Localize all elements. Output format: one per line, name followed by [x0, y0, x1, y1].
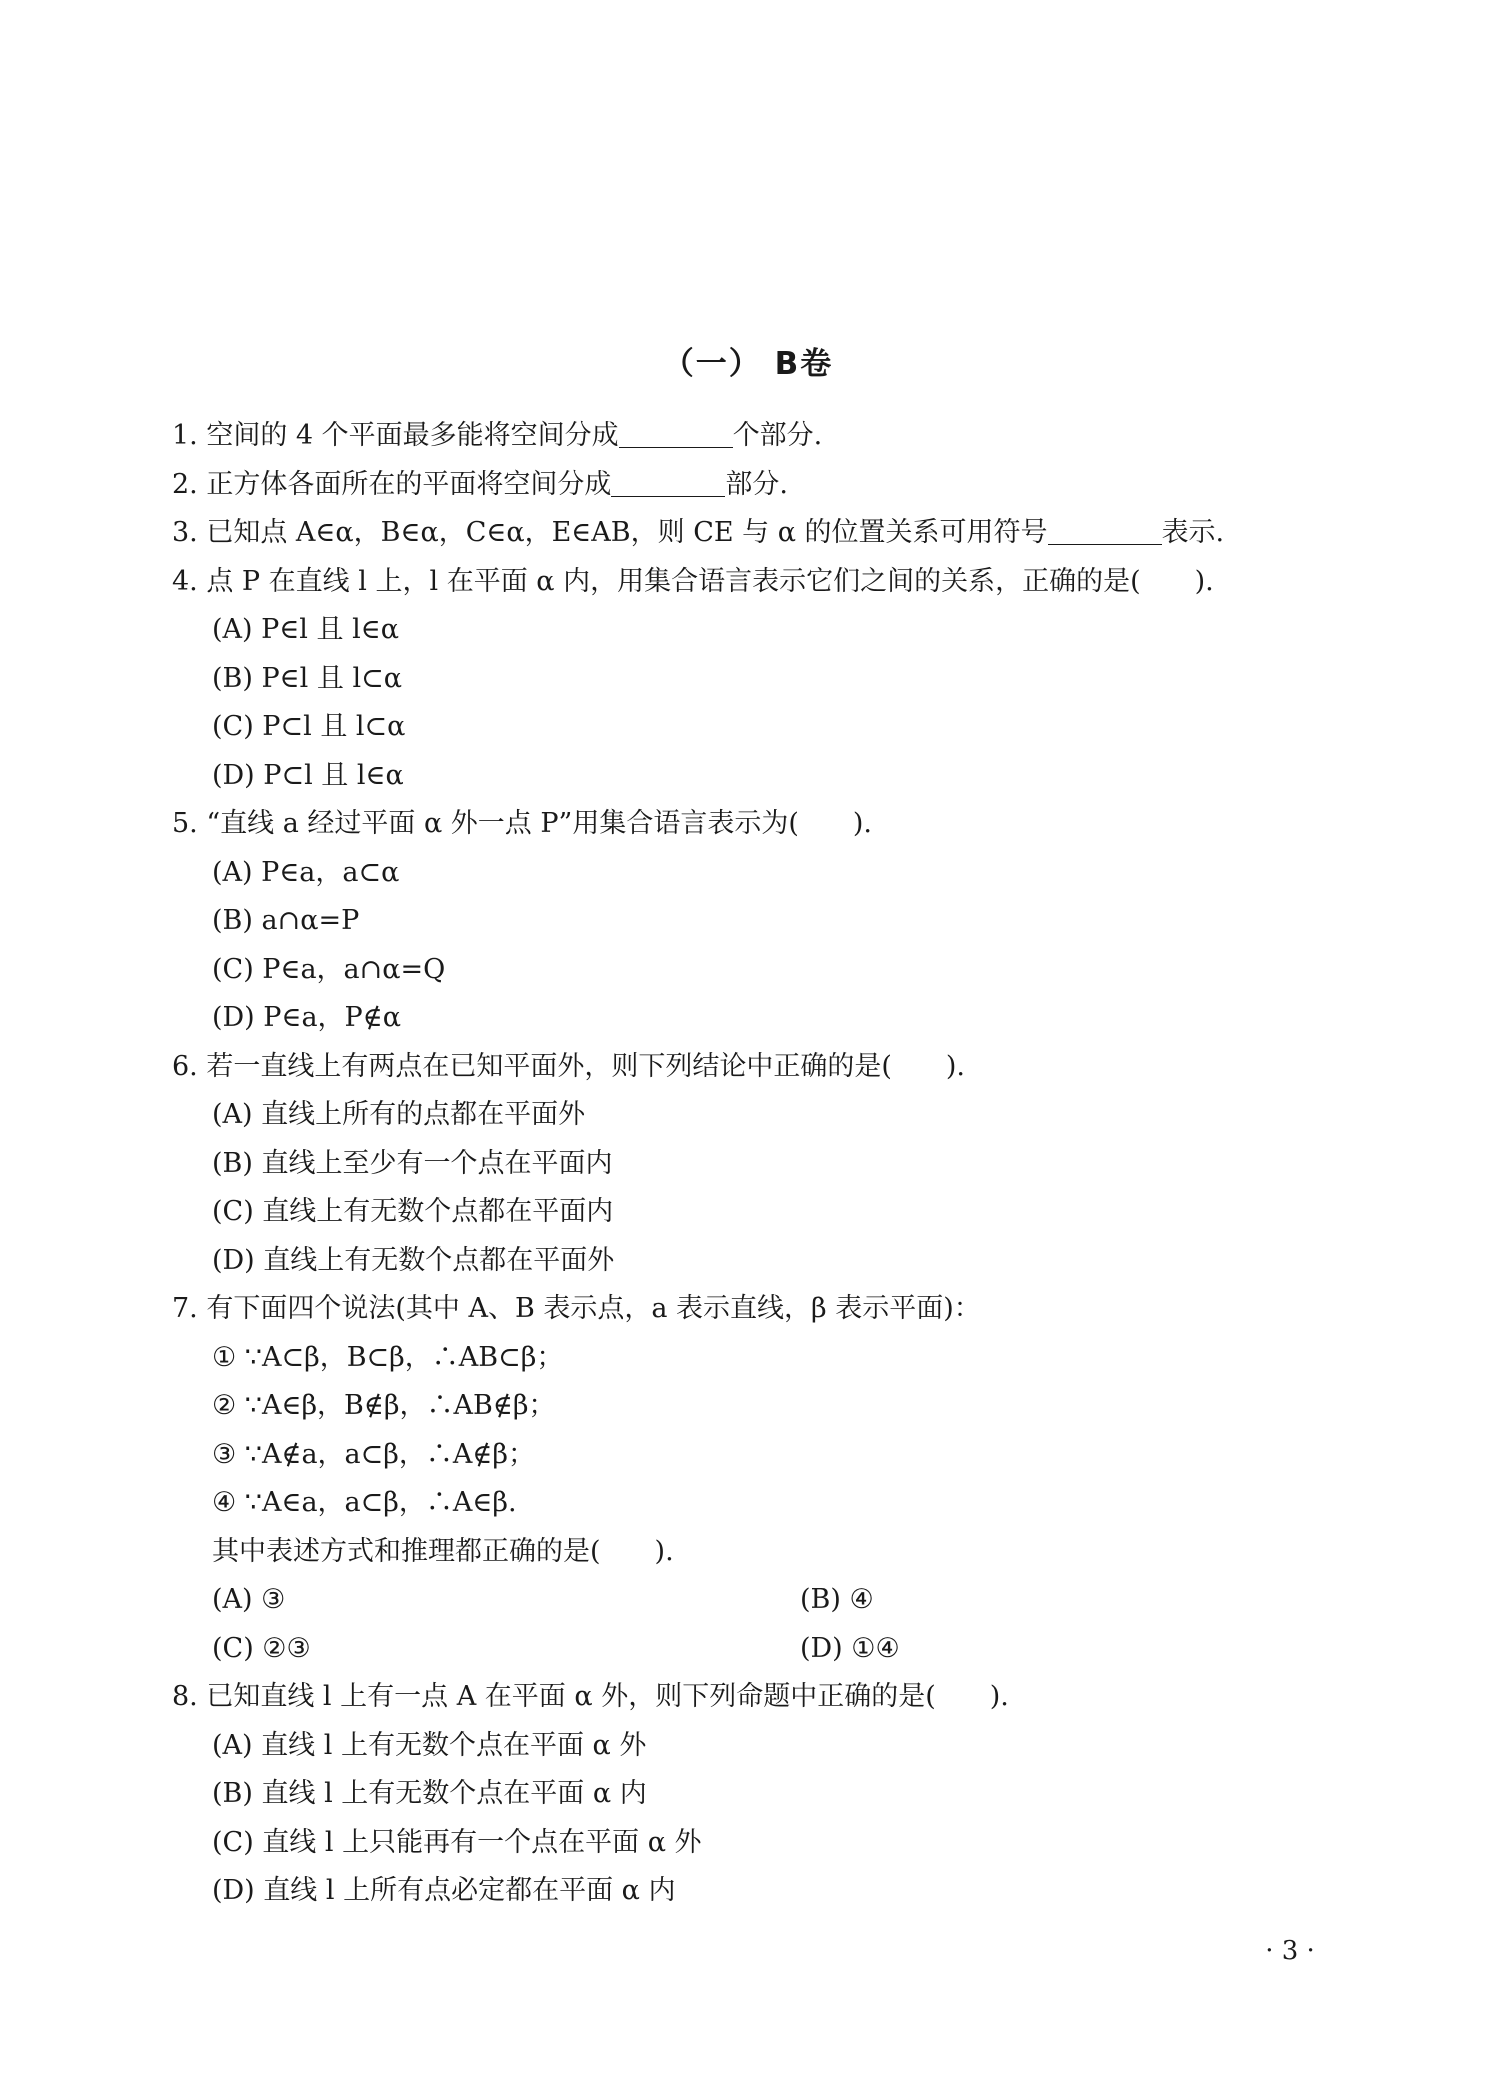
option-d[interactable]: (D) 直线 l 上所有点必定都在平面 α 内: [212, 1875, 676, 1906]
option-c[interactable]: (C) P∈a，a∩α=Q: [212, 953, 446, 985]
option-a[interactable]: (A) 直线 l 上有无数个点在平面 α 外: [212, 1729, 647, 1761]
option-b[interactable]: (B) 直线 l 上有无数个点在平面 α 内: [212, 1778, 647, 1809]
option-a[interactable]: (A) P∈l 且 l∈α: [212, 614, 399, 645]
option-b[interactable]: (B) a∩α=P: [212, 905, 360, 936]
answer-blank[interactable]: [611, 466, 725, 497]
option-c[interactable]: (C) P⊂l 且 l⊂α: [212, 711, 406, 742]
question-3: [172, 509, 1352, 558]
option-d[interactable]: (D) P⊂l 且 l∈α: [212, 759, 404, 791]
question-3-suffix: 表示.: [1161, 517, 1225, 548]
question-8-stem: 8. 已知直线 l 上有一点 A 在平面 α 外，则下列命题中正确的是( ).: [172, 1681, 1009, 1712]
option-a[interactable]: (A) 直线上所有的点都在平面外: [212, 1099, 586, 1130]
question-7-prompt: 其中表述方式和推理都正确的是( ).: [212, 1535, 674, 1567]
page-title: （一） B卷: [662, 346, 834, 382]
options-row-2: [172, 1625, 1352, 1674]
option-b[interactable]: (B) ④: [800, 1584, 874, 1615]
question-2-suffix: 部分.: [725, 468, 788, 500]
statement-1: ① ∵A⊂β，B⊂β，∴AB⊂β；: [212, 1341, 564, 1373]
question-7-stem: 7. 有下面四个说法(其中 A、B 表示点，a 表示直线，β 表示平面)：: [172, 1293, 981, 1324]
option-d[interactable]: (D) P∈a，P∉α: [212, 1002, 401, 1033]
question-2-text: 2. 正方体各面所在的平面将空间分成: [172, 468, 612, 500]
option-c[interactable]: (C) ②③: [212, 1632, 311, 1664]
option-c[interactable]: (C) 直线 l 上只能再有一个点在平面 α 外: [212, 1826, 702, 1858]
answer-blank[interactable]: [619, 417, 733, 448]
option-c[interactable]: (C) 直线上有无数个点都在平面内: [212, 1196, 614, 1227]
statement-3: ③ ∵A∉a，a⊂β，∴A∉β；: [212, 1438, 535, 1470]
option-d[interactable]: (D) ①④: [800, 1632, 900, 1664]
option-b[interactable]: (B) 直线上至少有一个点在平面内: [212, 1147, 613, 1179]
answer-blank[interactable]: [1048, 514, 1162, 545]
option-b[interactable]: (B) P∈l 且 l⊂α: [212, 662, 402, 694]
page-number: · 3 ·: [1265, 1936, 1315, 1966]
question-5-stem: 5. “直线 a 经过平面 α 外一点 P”用集合语言表示为( ).: [172, 808, 873, 839]
question-3-text: 3. 已知点 A∈α，B∈α，C∈α，E∈AB，则 CE 与 α 的位置关系可用符号: [172, 517, 1048, 548]
question-2: [172, 461, 1352, 510]
option-a[interactable]: (A) ③: [212, 1584, 286, 1615]
option-d[interactable]: (D) 直线上有无数个点都在平面外: [212, 1244, 615, 1276]
statement-2: ② ∵A∈β，B∉β，∴AB∉β；: [212, 1390, 556, 1421]
question-6-stem: 6. 若一直线上有两点在已知平面外，则下列结论中正确的是( ).: [172, 1050, 965, 1082]
question-4-stem: 4. 点 P 在直线 l 上，l 在平面 α 内，用集合语言表示它们之间的关系，正确的是( ).: [172, 565, 1214, 597]
options-row-1: [172, 1576, 1352, 1625]
question-1-text: 1. 空间的 4 个平面最多能将空间分成: [172, 420, 619, 451]
question-list: [172, 412, 1352, 1916]
option-a[interactable]: (A) P∈a，a⊂α: [212, 856, 400, 888]
question-1-suffix: 个部分.: [732, 420, 823, 451]
question-1: [172, 412, 1352, 461]
statement-4: ④ ∵A∈a，a⊂β，∴A∈β.: [212, 1487, 517, 1518]
